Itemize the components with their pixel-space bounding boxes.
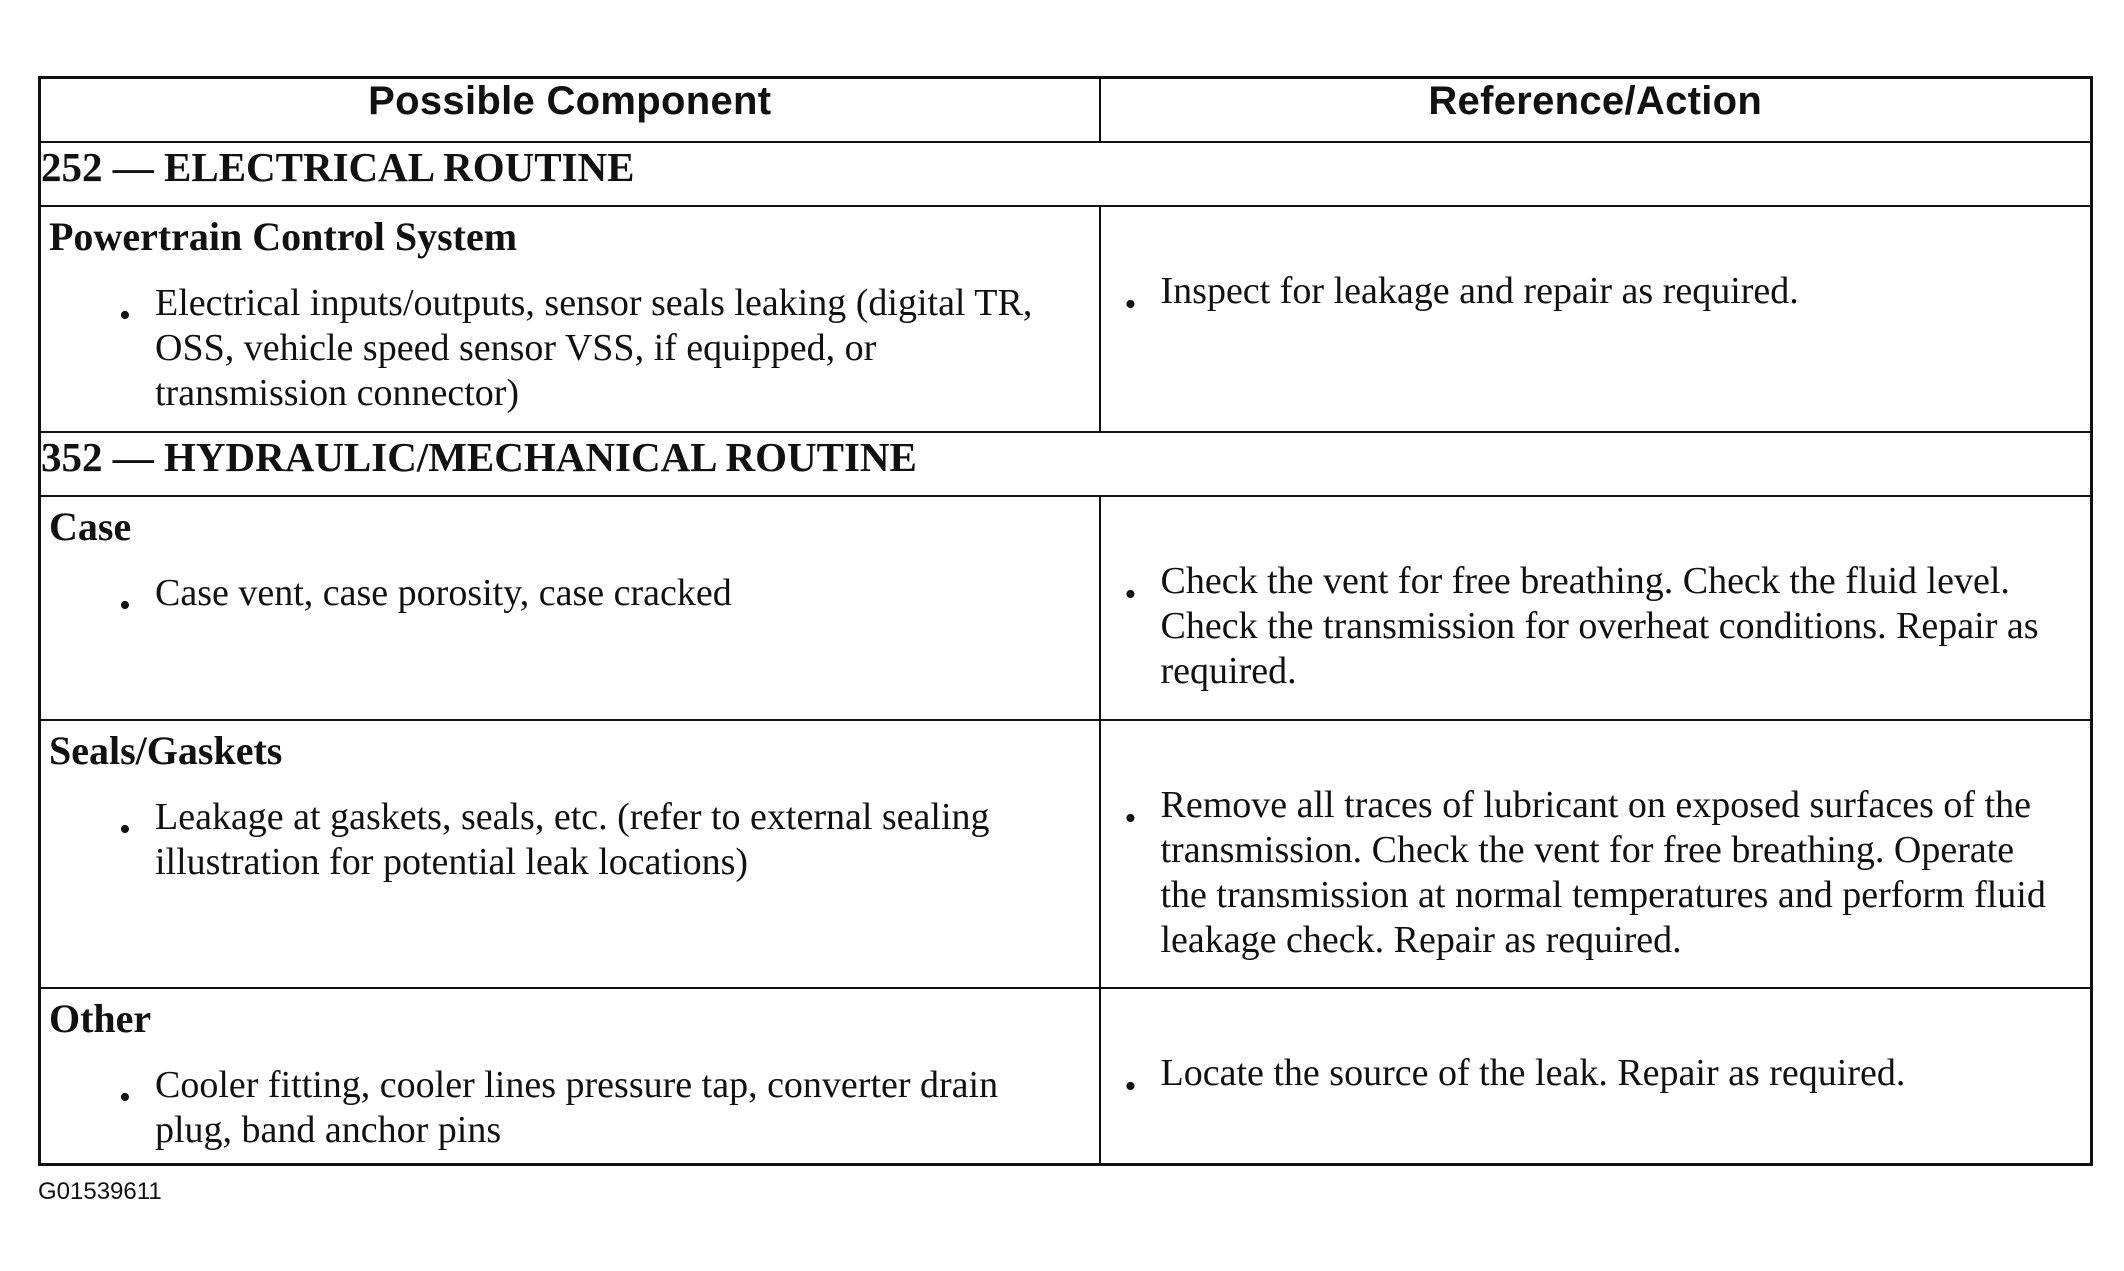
table-row [40,720,2092,988]
action-cell [1100,720,2092,988]
component-cell [40,988,1100,1165]
action-detail [1101,269,2091,324]
component-title: Case [49,504,132,549]
column-header-action: Reference/Action [1100,78,2092,143]
component-detail-text: Case vent, case porosity, case cracked [155,572,732,614]
action-detail [1101,783,2091,973]
bullet-icon: • [119,587,131,624]
table-header-row [40,78,2092,143]
bullet-icon: • [1124,800,1137,837]
component-detail [41,777,1099,895]
action-text: Locate the source of the leak. Repair as required. [1160,1052,1906,1094]
section-title-electrical: 252 — ELECTRICAL ROUTINE [40,142,2092,206]
bullet-icon: • [1124,286,1137,323]
bullet-icon: • [119,1079,131,1116]
action-text: Remove all traces of lubricant on exposed surfaces of the transmission. Check the vent for free breathing. Operate the transmission at normal temperatures and perform fluid leakage check. Repair as required. [1160,784,2046,961]
bullet-icon: • [1124,576,1137,613]
table-row [40,988,2092,1165]
diagnosis-table-container [38,76,2090,1166]
action-cell [1100,206,2092,432]
action-cell [1100,496,2092,720]
component-detail [41,1045,1099,1163]
section-row [40,432,2092,496]
component-detail-text: Cooler fitting, cooler lines pressure tap, converter drain plug, band anchor pins [155,1064,999,1151]
action-detail [1101,559,2091,704]
action-text: Check the vent for free breathing. Check the fluid level. Check the transmission for overheat conditions. Repair as required. [1160,560,2039,692]
action-cell [1100,988,2092,1165]
component-cell [40,496,1100,720]
component-cell [40,206,1100,432]
bullet-icon: • [119,811,131,848]
table-row [40,496,2092,720]
component-detail [41,263,1099,426]
component-title: Other [49,996,152,1041]
bullet-icon: • [119,297,131,334]
column-header-component: Possible Component [40,78,1100,143]
section-title-hydraulic: 352 — HYDRAULIC/MECHANICAL ROUTINE [40,432,2092,496]
component-detail-text: Electrical inputs/outputs, sensor seals leaking (digital TR, OSS, vehicle speed sensor VSS, if equipped, or transmission connector) [155,282,1033,414]
action-text: Inspect for leakage and repair as required. [1160,270,1799,312]
figure-code: G01539611 [38,1178,162,1205]
bullet-icon: • [1124,1068,1137,1105]
table-row [40,206,2092,432]
component-detail-text: Leakage at gaskets, seals, etc. (refer to external sealing illustration for potential leak locations) [155,796,990,883]
action-detail [1101,1051,2091,1106]
diagnosis-table [38,76,2093,1166]
component-cell [40,720,1100,988]
section-row [40,142,2092,206]
component-title: Seals/Gaskets [49,728,283,773]
component-title: Powertrain Control System [49,214,518,259]
component-detail [41,553,1099,626]
